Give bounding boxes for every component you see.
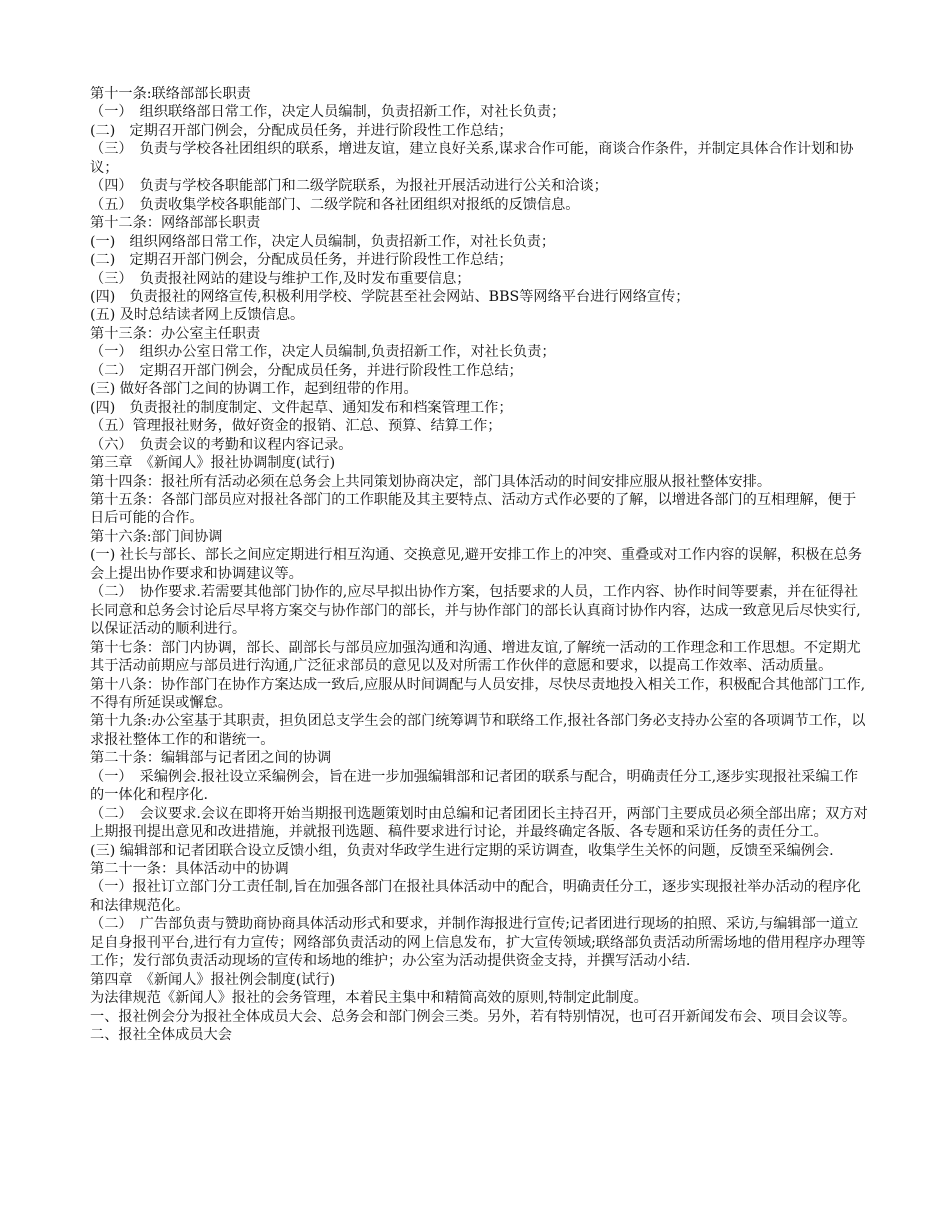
article-13-item-3: (三) 做好各部门之间的协调工作，起到纽带的作用。 — [90, 381, 418, 398]
article-11-item-1: （一） 组织联络部日常工作，决定人员编制，负责招新工作，对社长负责； — [90, 104, 566, 121]
article-11-item-2: (二) 定期召开部门例会，分配成员任务，并进行阶段性工作总结； — [90, 122, 513, 139]
article-16-heading: 第十六条:部门间协调 — [90, 528, 223, 545]
article-19: 第十九条:办公室基于其职责，担负团总支学生会的部门统筹调节和联络工作,报社各部门务必支持办公室的各项调节工作，以求报社整体工作的和谐统一。 — [90, 713, 866, 748]
article-13-item-4: (四) 负责报社的制度制定、文件起草、通知发布和档案管理工作； — [90, 399, 513, 416]
article-18: 第十八条：协作部门在协作方案达成一致后,应服从时间调配与人员安排，尽快尽责地投入相关工作，积极配合其他部门工作,不得有所延误或懈怠。 — [90, 676, 866, 711]
article-20-item-3: (三) 编辑部和记者团联合设立反馈小组，负责对华政学生进行定期的采访调查，收集学生关怀的问题，反馈至采编例会. — [90, 842, 834, 859]
article-12-item-5: (五) 及时总结读者网上反馈信息。 — [90, 307, 305, 324]
article-16-item-2: （二） 协作要求.若需要其他部门协作的,应尽早拟出协作方案，包括要求的人员，工作内容、协作时间等要素，并在征得社长同意和总务会讨论后尽早将方案交与协作部门的部长，并与协作部门的部长认真商讨协作内容，达成一致意见后尽快实行,以保证活动的顺利进行。 — [90, 584, 861, 638]
article-12-item-1: (一) 组织网络部日常工作，决定人员编制，负责招新工作，对社长负责； — [90, 233, 556, 250]
chapter-4-heading: 第四章 《新闻人》报社例会制度(试行) — [90, 971, 336, 988]
article-12-heading: 第十二条：网络部部长职责 — [90, 215, 261, 232]
article-11-item-4: （四） 负责与学校各职能部门和二级学院联系，为报社开展活动进行公关和洽谈； — [90, 178, 608, 195]
article-16-item-1: (一) 社长与部长、部长之间应定期进行相互沟通、交换意见,避开安排工作上的冲突、重叠或对工作内容的误解，积极在总务会上提出协作要求和协调建议等。 — [90, 547, 863, 582]
article-21-item-1: （一）报社订立部门分工责任制,旨在加强各部门在报社具体活动中的配合，明确责任分工，逐步实现报社举办活动的程序化和法律规范化。 — [90, 879, 861, 914]
article-12-item-2: (二) 定期召开部门例会，分配成员任务，并进行阶段性工作总结； — [90, 252, 513, 269]
article-12-item-3: （三） 负责报社网站的建设与维护工作,及时发布重要信息； — [90, 270, 471, 287]
chapter-3-heading: 第三章 《新闻人》报社协调制度(试行) — [90, 455, 336, 472]
chapter-4-section-1: 一、报社例会分为报社全体成员大会、总务会和部门例会三类。另外，若有特别情况，也可召开新闻发布会、项目会议等。 — [90, 1008, 857, 1025]
article-13-heading: 第十三条：办公室主任职责 — [90, 325, 261, 342]
article-21-item-2: （二） 广告部负责与赞助商协商具体活动形式和要求，并制作海报进行宣传;记者团进行现场的拍照、采访,与编辑部一道立足自身报刊平台,进行有力宣传；网络部负责活动的网上信息发布，扩大宣传领域;联络部负责活动所需场地的借用程序办理等工作；发行部负责活动现场的宣传和场地的维护；办公室为活动提供资金支持，并撰写活动小结. — [90, 916, 866, 970]
article-20-item-1: （一） 采编例会.报社设立采编例会，旨在进一步加强编辑部和记者团的联系与配合，明确责任分工,逐步实现报社采编工作的一体化和程序化. — [90, 768, 859, 804]
article-12-item-4: (四) 负责报社的网络宣传,积极利用学校、学院甚至社会网站、BBS等网络平台进行网络宣传； — [90, 288, 690, 305]
article-13-item-5: （五）管理报社财务，做好资金的报销、汇总、预算、结算工作； — [90, 418, 502, 435]
document-body — [90, 85, 870, 1045]
article-13-item-6: （六） 负责会议的考勤和议程内容记录。 — [90, 436, 353, 453]
chapter-4-intro: 为法律规范《新闻人》报社的会务管理，本着民主集中和精简高效的原则,特制定此制度。 — [90, 990, 648, 1007]
article-20-heading: 第二十条：编辑部与记者团之间的协调 — [90, 750, 332, 767]
article-15: 第十五条：各部门部员应对报社各部门的工作职能及其主要特点、活动方式作必要的了解，以增进各部门的互相理解，便于日后可能的合作。 — [90, 491, 857, 527]
article-21-heading: 第二十一条：具体活动中的协调 — [90, 861, 289, 878]
article-13-item-2: （二） 定期召开部门例会，分配成员任务，并进行阶段性工作总结； — [90, 362, 523, 379]
chapter-4-section-2-heading: 二、报社全体成员大会 — [90, 1027, 232, 1044]
article-13-item-1: （一） 组织办公室日常工作，决定人员编制,负责招新工作，对社长负责； — [90, 344, 556, 361]
article-17: 第十七条：部门内协调，部长、副部长与部员应加强沟通和沟通、增进友谊,了解统一活动的工作理念和工作思想。不定期尤其于活动前期应与部员进行沟通,广泛征求部员的意见以及对所需工作伙伴的意愿和要求，以提高工作效率、活动质量。 — [90, 639, 861, 675]
article-20-item-2: （二） 会议要求.会议在即将开始当期报刊选题策划时由总编和记者团团长主持召开，两部门主要成员必须全部出席；双方对上期报刊提出意见和改进措施，并就报刊选题、稿件要求进行讨论，并最终确定各版、各专题和采访任务的责任分工。 — [90, 805, 868, 841]
article-11-heading: 第十一条:联络部部长职责 — [90, 86, 251, 102]
article-14: 第十四条：报社所有活动必须在总务会上共同策划协商决定，部门具体活动的时间安排应服从报社整体安排。 — [90, 473, 772, 490]
article-11-item-5: （五） 负责收集学校各职能部门、二级学院和各社团组织对报纸的反馈信息。 — [90, 196, 580, 213]
article-11-item-3: （三） 负责与学校各社团组织的联系，增进友谊，建立良好关系,谋求合作可能，商谈合作条件，并制定具体合作计划和协议； — [90, 141, 854, 176]
